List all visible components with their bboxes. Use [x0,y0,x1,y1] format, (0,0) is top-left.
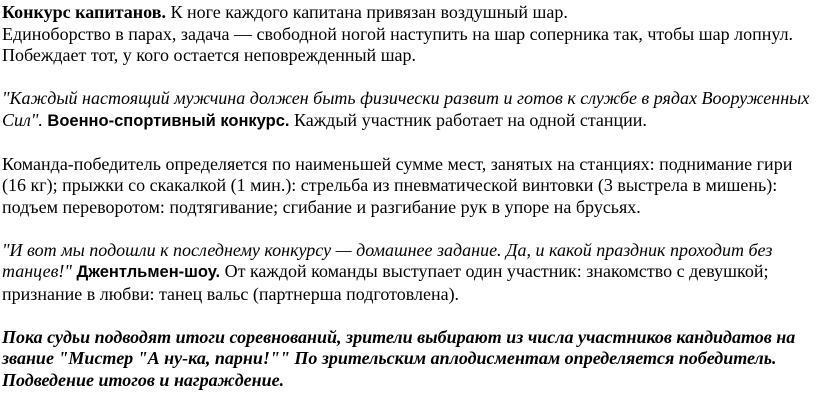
military-contest-text: Каждый участник работает на одной станции. [289,109,647,130]
paragraph-summary [2,327,812,392]
military-contest-quote: "Каждый настоящий мужчина должен быть физически развит и готов к службе в рядах Вооруженных Сил". [2,88,810,130]
paragraph-spacer [2,305,812,327]
captains-contest-title: Конкурс капитанов. [2,2,166,22]
gentleman-show-title: Джентльмен-шоу. [76,263,221,281]
captains-contest-rules: Единоборство в парах, задача — свободной ногой наступить на шар соперника так, чтобы шар лопнул. [2,23,794,44]
gentleman-show-quote: "И вот мы подошли к последнему конкурсу — домашнее задание. Да, и какой праздник проходит без танцев!" [2,239,773,281]
captains-contest-winner: Побеждает тот, у кого остается неповрежденный шар. [2,45,417,65]
paragraph-captains-contest [2,2,812,67]
gentleman-show-text: От каждой команды выступает один участник: знакомство с девушкой; признание в любви: танец вальс (партнерша подготовлена). [2,261,769,304]
paragraph-spacer [2,67,812,89]
paragraph-spacer [2,218,812,240]
military-contest-title: Военно-спортивный конкурс. [47,111,290,130]
paragraph-gentleman-show [2,240,812,306]
captains-contest-intro: К ноге каждого капитана привязан воздушный шар. [165,2,568,22]
paragraph-stations [2,154,812,219]
stations-text: Команда-победитель определяется по наименьшей сумме мест, занятых на станциях: поднимание гири (16 кг); прыжки со скакалкой (1 мин.): стрельба из пневматической винтовки (3 выстрела в мишень): подъем переворотом: подтягивание; сгибание и разгибание рук в упоре на брусьях. [2,153,793,217]
paragraph-spacer [2,132,812,154]
summary-text: Пока судьи подводят итоги соревнований, зрители выбирают из числа участников кандидатов на звание "Мистер "А ну-ка, парни!"" По зрительским аплодисментам определяется победитель. Подведение итогов и награждение. [2,326,796,390]
paragraph-military-contest [2,88,812,132]
